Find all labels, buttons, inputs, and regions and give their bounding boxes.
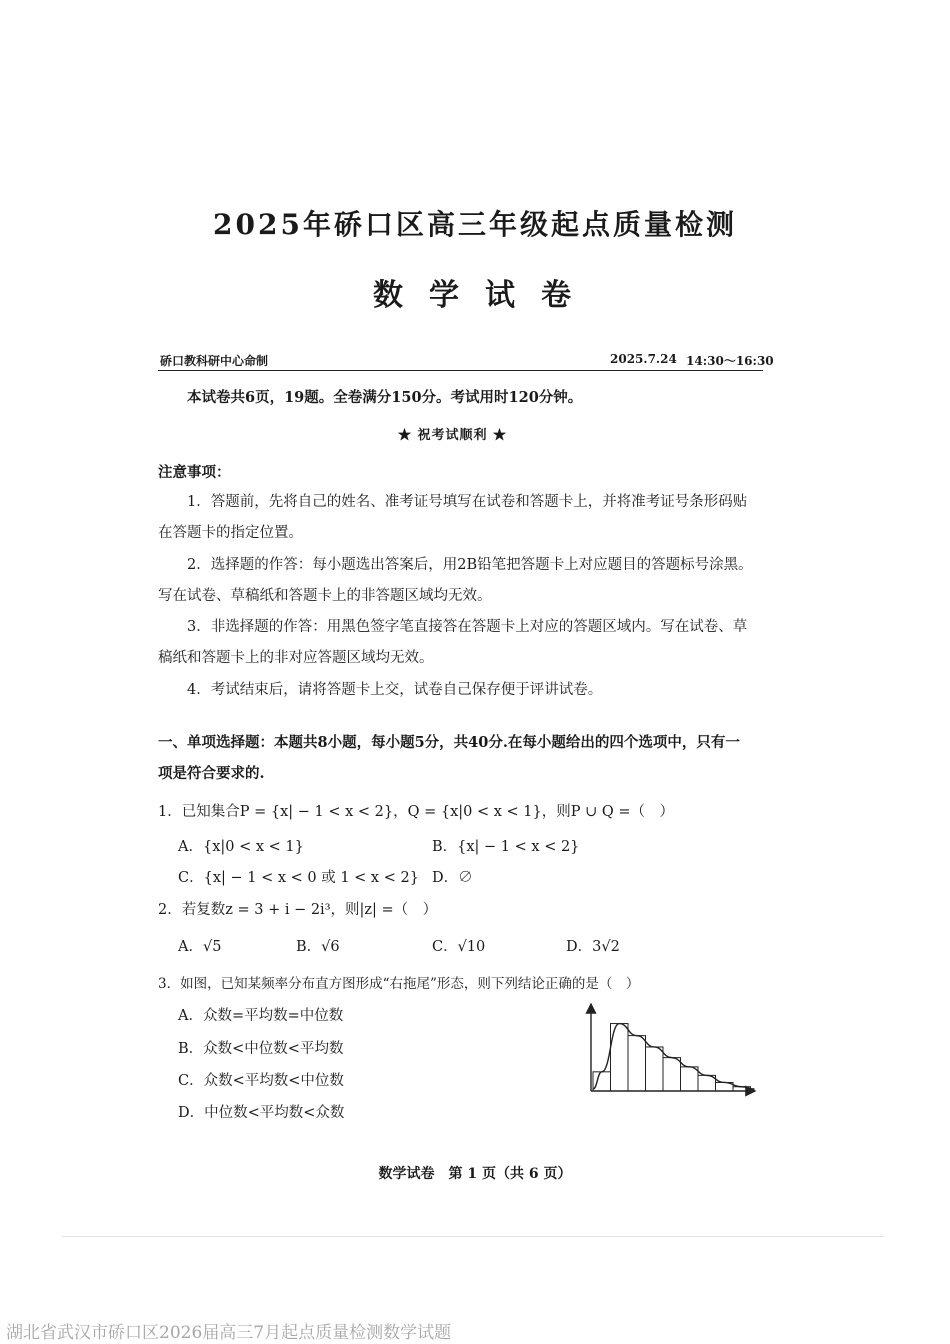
q2-option-d: D．3√2 (566, 939, 620, 955)
q3-stem: 3．如图，已知某频率分布直方图形成“右拖尾”形态，则下列结论正确的是（ ） (158, 976, 640, 992)
notice-item: 2．选择题的作答：每小题选出答案后，用2B铅笔把答题卡上对应题目的答题标号涂黑。 (187, 557, 753, 573)
notice-item: 稿纸和答题卡上的非对应答题区域均无效。 (158, 650, 434, 666)
page-footer: 数学试卷 第 1 页（共 6 页） (378, 1166, 572, 1182)
q1-stem: 1．已知集合P = {x| − 1 < x < 2}，Q = {x|0 < x < 1}，则P ∪ Q =（ ） (158, 804, 674, 820)
q1-option-a: A．{x|0 < x < 1} (178, 839, 304, 855)
document-caption: 湖北省武汉市硚口区2026届高三7月起点质量检测数学试题 (6, 1323, 452, 1343)
q3-option-a: A．众数=平均数=中位数 (178, 1008, 344, 1024)
notice-item: 写在试卷、草稿纸和答题卡上的非答题区域均无效。 (158, 588, 492, 604)
section-heading-cont: 项是符合要求的. (158, 765, 265, 782)
histogram-bar (593, 1072, 611, 1091)
exam-source: 硚口教科研中心命制 (160, 354, 269, 368)
notice-item: 在答题卡的指定位置。 (158, 525, 303, 541)
section-heading: 一、单项选择题：本题共8小题，每小题5分，共40分.在每小题给出的四个选项中，只有一 (158, 734, 740, 751)
q2-option-b: B．√6 (296, 939, 340, 955)
histogram-figure (575, 998, 765, 1110)
intro-text: 本试卷共6页，19题。全卷满分150分。考试用时120分钟。 (187, 389, 583, 406)
q3-option-b: B．众数<中位数<平均数 (178, 1041, 344, 1057)
header-rule (158, 370, 763, 371)
q2-stem: 2．若复数z = 3 + i − 2i³，则|z| =（ ） (158, 902, 438, 918)
density-curve (593, 1024, 755, 1089)
notice-item: 1．答题前，先将自己的姓名、准考证号填写在试卷和答题卡上，并将准考证号条形码贴 (187, 494, 748, 510)
notice-item: 3．非选择题的作答：用黑色签字笔直接答在答题卡上对应的答题区域内。写在试卷、草 (187, 619, 748, 635)
q1-option-d: D．∅ (432, 870, 473, 886)
histogram-bar (663, 1058, 681, 1091)
q2-option-a: A．√5 (178, 939, 222, 955)
q1-option-c: C．{x| − 1 < x < 0 或 1 < x < 2} (178, 870, 419, 886)
exam-title: 2025年硚口区高三年级起点质量检测 (213, 208, 737, 241)
blessing-text: ★ 祝考试顺利 ★ (398, 428, 508, 443)
notice-heading: 注意事项： (158, 464, 231, 481)
exam-subtitle: 数学试卷 (373, 278, 597, 313)
exam-date: 2025.7.24 (610, 352, 677, 366)
histogram-bar (646, 1047, 664, 1091)
q2-option-c: C．√10 (432, 939, 486, 955)
exam-time: 14:30～16:30 (686, 354, 774, 368)
q3-option-d: D．中位数<平均数<众数 (178, 1105, 345, 1121)
notice-item: 4．考试结束后，请将答题卡上交，试卷自己保存便于评讲试卷。 (187, 682, 603, 698)
q3-option-c: C．众数<平均数<中位数 (178, 1073, 344, 1089)
q1-option-b: B．{x| − 1 < x < 2} (432, 839, 580, 855)
histogram-bar (628, 1036, 646, 1091)
histogram-bar (681, 1067, 699, 1091)
bottom-rule (62, 1236, 884, 1237)
